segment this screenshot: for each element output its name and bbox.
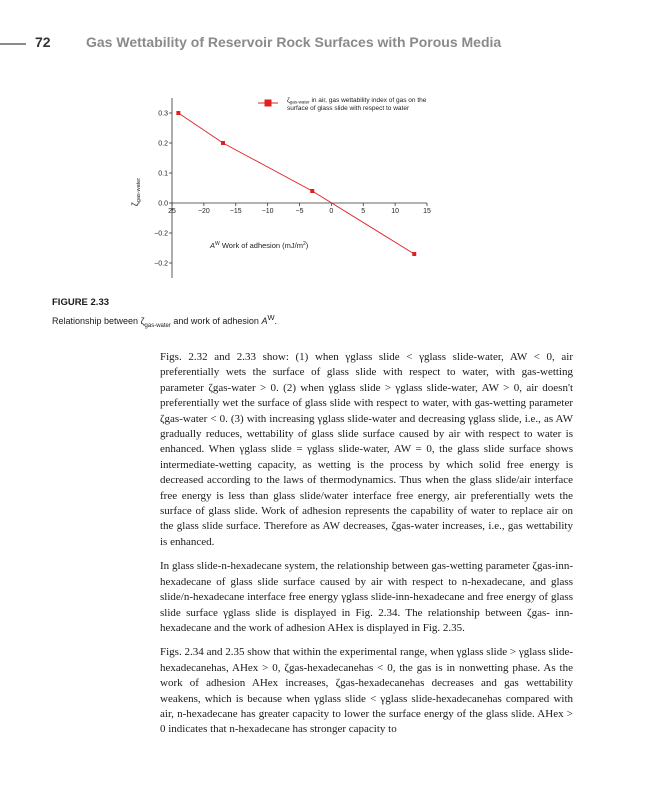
data-point bbox=[176, 111, 180, 115]
legend-line-1: in air, gas wettability index of gas on the bbox=[309, 97, 427, 104]
legend-marker bbox=[265, 100, 272, 107]
x-axis-label-sup2: 2 bbox=[302, 241, 306, 247]
body-text bbox=[160, 350, 573, 747]
x-tick-label: 15 bbox=[423, 208, 431, 215]
legend-text-line-2: surface of glass slide with respect to water bbox=[287, 105, 410, 112]
figure-2-33-chart bbox=[120, 88, 440, 288]
axes-group bbox=[172, 98, 427, 278]
caption-end: . bbox=[274, 316, 278, 326]
legend-sub: gas-water bbox=[289, 99, 310, 105]
x-tick-label: 0 bbox=[329, 208, 334, 215]
x-tick-label: 10 bbox=[391, 208, 400, 215]
caption-prefix: Relationship between bbox=[52, 316, 141, 326]
y-tick-label: 0.1 bbox=[158, 170, 168, 178]
caption-mid: and work of adhesion bbox=[170, 316, 262, 326]
x-axis-label-sup: W bbox=[215, 241, 220, 247]
running-head: Gas Wettability of Reservoir Rock Surfaces with Porous Media bbox=[86, 34, 502, 50]
legend-text-line-1 bbox=[287, 97, 427, 105]
x-tick-label: 25 bbox=[168, 208, 176, 215]
caption-sup: W bbox=[267, 313, 275, 322]
y-tick-label: −0.2 bbox=[154, 230, 168, 238]
x-tick-label: −20 bbox=[197, 208, 210, 215]
x-axis-label-end: ) bbox=[305, 241, 309, 250]
legend bbox=[258, 97, 427, 112]
x-axis-label bbox=[209, 241, 309, 250]
caption-zeta: ζ bbox=[140, 316, 145, 326]
page-number: 72 bbox=[35, 34, 51, 50]
paragraph-3: Figs. 2.34 and 2.35 show that within the experimental range, when γglass slide > γglass slide-hexadecanehas, AHex > 0, ζgas-hexadecanehas < 0, the gas is in nonwetting phase. As the work of adhesion AHex increases, ζgas-hexadecanehas decreases and gas wettability weakens, which is because when γglass slide < γglass slide-hexadecanehas compared with air, n-hexadecane has greater capacity to lower the surface energy of the glass slide. AHex > 0 indicates that n-hexadecane has stronger capacity to bbox=[160, 646, 573, 736]
data-point bbox=[310, 189, 314, 193]
data-point bbox=[412, 252, 416, 256]
x-tick-label: 5 bbox=[361, 208, 366, 215]
header-rule bbox=[0, 43, 26, 45]
paragraph-1: Figs. 2.32 and 2.33 show: (1) when γglass slide < γglass slide-water, AW < 0, air preferentially wets the surface of glass slide with respect to water, with gas-wetting parameter ζgas-water > 0. (2) when γglass slide > γglass slide-water, AW > 0, air doesn't preferentially wet the surface of glass slide with respect to water, with gas-wetting parameter ζgas-water < 0. (3) with increasing γglass slide-water and decreasing γglass slide, i.e., as AW gradually reduces, wettability of glass slide surface caused by air with respect to water is enhanced. When γglass slide = γglass slide-water, AW = 0, the glass slide surface shows intermediate-wetting capacity, as wetting is the process by which solid free energy is decreased according to the laws of thermodynamics. Thus when the glass slide/air interface free energy is less than glass slide/water interface free energy, air preferentially wets the surface of glass slide. Work of adhesion represents the capability of water to replace air on the glass slide surface. Therefore as AW decreases, ζgas-water increases, i.e., gas wettability is enhanced. bbox=[160, 351, 573, 548]
y-tick-label: −0.2 bbox=[154, 260, 168, 268]
y-tick-label: 0.2 bbox=[158, 140, 168, 148]
x-tick-label: −5 bbox=[295, 208, 304, 215]
y-axis-label bbox=[130, 178, 142, 206]
x-axis-label-a: A bbox=[210, 241, 216, 250]
y-tick-label: 0.0 bbox=[158, 200, 168, 208]
series-line bbox=[178, 113, 414, 254]
data-point bbox=[221, 141, 225, 145]
y-axis-label-sub: gas-water bbox=[136, 177, 142, 203]
figure-label: FIGURE 2.33 bbox=[52, 297, 110, 308]
y-axis-label-zeta: ζ bbox=[130, 202, 140, 207]
figure-caption bbox=[52, 313, 277, 329]
x-tick-label: −10 bbox=[261, 208, 274, 215]
paragraph-2: In glass slide-n-hexadecane system, the relationship between gas-wetting parameter ζgas-inn-hexadecane of glass slide surface caused by air with respect to n-hexadecane, and glass slide/n-hexadecane interface free energy γglass slide-inn-hexadecane and free energy of glass slide surface γglass slide is displayed in Fig. 2.34. The relationship between ζgas- inn-hexadecane and the work of adhesion AHex is displayed in Fig. 2.35. bbox=[160, 560, 573, 634]
y-tick-label: 0.3 bbox=[158, 110, 168, 118]
legend-zeta: ζ bbox=[287, 97, 290, 104]
caption-a: A bbox=[261, 316, 268, 326]
svg-text:ζgas-water bbox=[130, 178, 142, 206]
x-tick-label: −15 bbox=[229, 208, 242, 215]
x-axis-label-text: Work of adhesion (mJ/m bbox=[219, 241, 303, 250]
series-group bbox=[176, 111, 416, 256]
caption-sub: gas-water bbox=[144, 322, 171, 329]
